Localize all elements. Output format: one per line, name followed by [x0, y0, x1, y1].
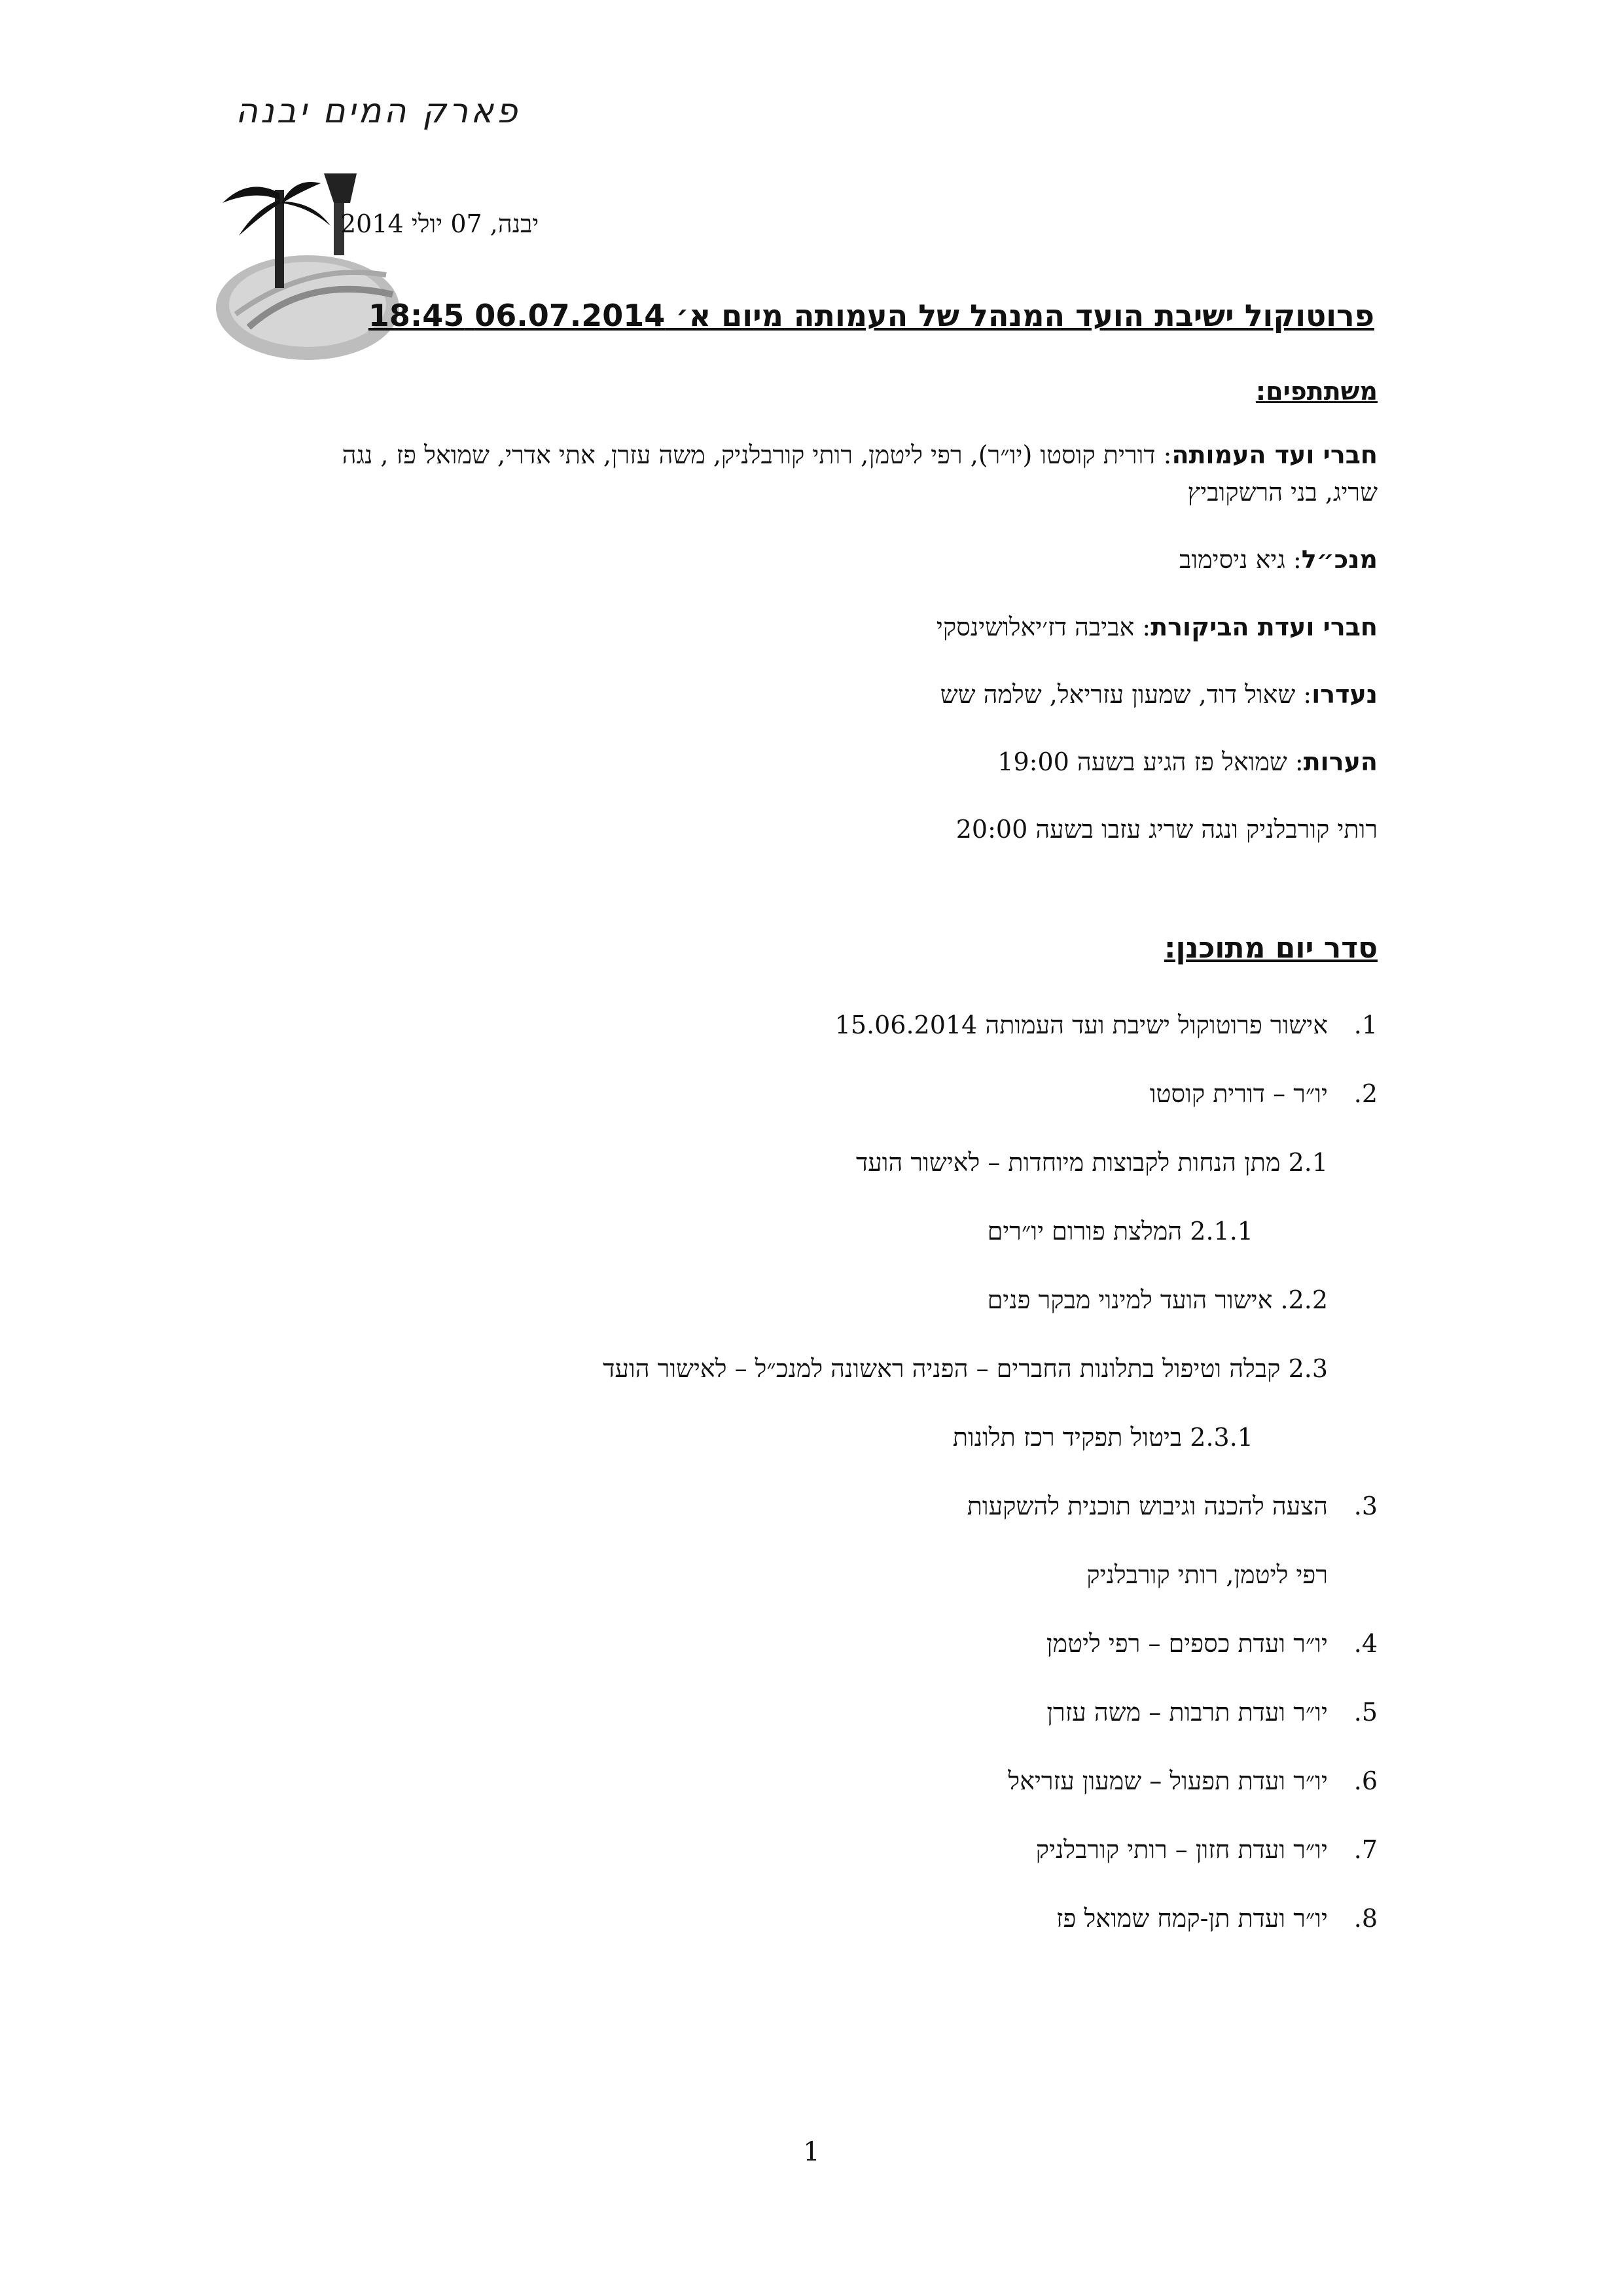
agenda-item-number: 4.: [1353, 1629, 1378, 1658]
agenda-subitem: [317, 1144, 1378, 1181]
agenda-item-text: יו״ר – דורית קוסטו: [1149, 1079, 1328, 1108]
palm-tree-logo-icon: [209, 164, 419, 373]
agenda-item-number: 6.: [1353, 1767, 1378, 1795]
agenda-item-text: 2.1.1 המלצת פורום יו״רים: [987, 1217, 1253, 1246]
agenda-item: [317, 1900, 1378, 1937]
agenda-item-text: הצעה להכנה וגיבוש תוכנית להשקעות: [967, 1492, 1328, 1520]
agenda-item-text: יו״ר ועדת תן-קמח שמואל פז: [1056, 1904, 1328, 1933]
document-title: פרוטוקול ישיבת הועד המנהל של העמותה מיום א׳ 06.07.2014 18:45: [368, 298, 1374, 333]
agenda-item: [317, 1763, 1378, 1800]
agenda-item: [317, 1075, 1378, 1113]
audit-committee-value: : אביבה דז׳יאלושינסקי: [936, 613, 1151, 641]
agenda-item-number: 3.: [1353, 1492, 1378, 1520]
agenda-item-text: יו״ר ועדת חזון – רותי קורבלניק: [1035, 1835, 1328, 1864]
agenda-subitem: [317, 1350, 1378, 1388]
notes-label: הערות: [1303, 747, 1378, 776]
agenda-subitem: [317, 1419, 1378, 1456]
audit-committee-label: חברי ועדת הביקורת: [1150, 613, 1378, 641]
agenda-item-text: יו״ר ועדת תפעול – שמעון עזריאל: [1008, 1767, 1328, 1795]
agenda-item-text: רפי ליטמן, רותי קורבלניק: [1086, 1560, 1328, 1589]
agenda-list: [317, 1007, 1378, 1937]
agenda-item: [317, 1488, 1378, 1525]
agenda-item: [317, 1007, 1378, 1044]
agenda-item-text: 2.3 קבלה וטיפול בתלונות החברים – הפניה ראשונה למנכ״ל – לאישור הועד: [603, 1354, 1328, 1383]
agenda-subitem: [317, 1556, 1378, 1594]
agenda-heading: סדר יום מתוכנן:: [1164, 931, 1378, 965]
ceo-paragraph: [317, 541, 1378, 579]
page-number: 1: [803, 2137, 820, 2167]
notes-line-2: רותי קורבלניק ונגה שריג עזבו בשעה 20:00: [955, 815, 1378, 844]
logo-text: פארק המים יבנה: [236, 92, 520, 131]
agenda-item: [317, 1625, 1378, 1662]
absent-value: : שאול דוד, שמעון עזריאל, שלמה שש: [940, 680, 1312, 709]
agenda-item-text: 2.3.1 ביטול תפקיד רכז תלונות: [952, 1423, 1253, 1452]
notes-paragraph: [317, 744, 1378, 781]
ceo-value: : גיא ניסימוב: [1179, 545, 1302, 574]
participants-heading: משתתפים:: [1255, 377, 1378, 406]
absent-paragraph: [317, 676, 1378, 713]
agenda-item-text: אישור פרוטוקול ישיבת ועד העמותה 15.06.2014: [834, 1011, 1328, 1039]
agenda-item-text: יו״ר ועדת תרבות – משה עזרן: [1046, 1698, 1328, 1727]
ceo-label: מנכ״ל: [1301, 545, 1378, 574]
absent-label: נעדרו: [1311, 680, 1378, 709]
agenda-item: [317, 1831, 1378, 1869]
agenda-item-number: 5.: [1353, 1698, 1378, 1727]
document-date: יבנה, 07 יולי 2014: [340, 209, 539, 238]
agenda-item-text: יו״ר ועדת כספים – רפי ליטמן: [1046, 1629, 1328, 1658]
board-members-value: : דורית קוסטו (יו״ר), רפי ליטמן, רותי קורבלניק, משה עזרן, אתי אדרי, שמואל פז , נגה שריג, בני הרשקוביץ: [342, 440, 1378, 507]
agenda-item: [317, 1694, 1378, 1731]
board-members-paragraph: [317, 437, 1378, 511]
audit-committee-paragraph: [317, 609, 1378, 646]
agenda-item-number: 7.: [1353, 1835, 1378, 1864]
notes-value: : שמואל פז הגיע בשעה 19:00: [997, 747, 1304, 776]
agenda-subitem: [317, 1282, 1378, 1319]
agenda-item-text: 2.2. אישור הועד למינוי מבקר פנים: [987, 1285, 1328, 1314]
agenda-item-number: 1.: [1353, 1011, 1378, 1039]
document-body: [317, 373, 1378, 1969]
agenda-item-text: 2.1 מתן הנחות לקבוצות מיוחדות – לאישור הועד: [855, 1148, 1328, 1177]
agenda-subitem: [317, 1213, 1378, 1250]
agenda-item-number: 8.: [1353, 1904, 1378, 1933]
agenda-item-number: 2.: [1353, 1079, 1378, 1108]
board-members-label: חברי ועד העמותה: [1171, 440, 1378, 469]
